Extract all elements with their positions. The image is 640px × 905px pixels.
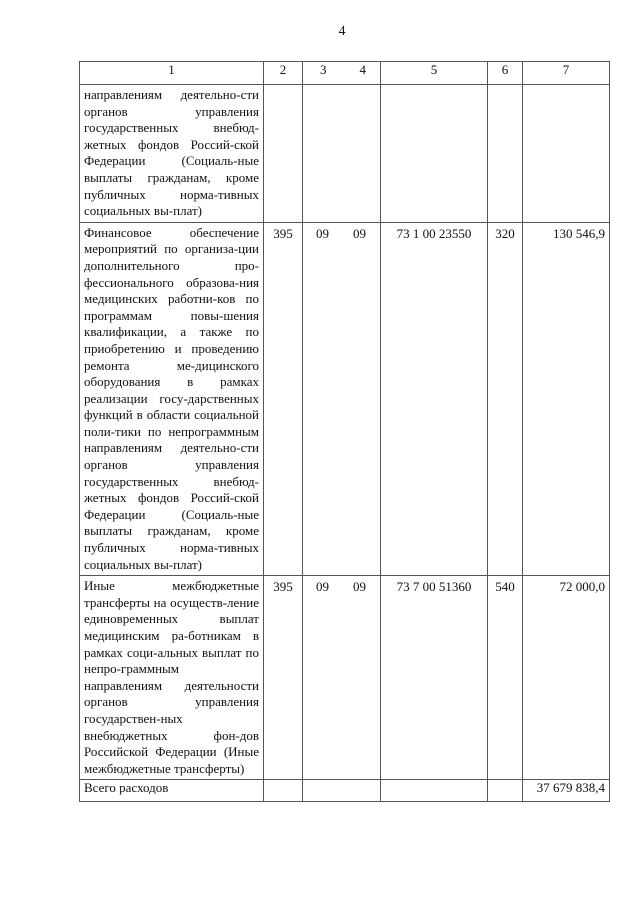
cell-col5: 73 1 00 23550: [381, 222, 488, 575]
cell-col5: 73 7 00 51360: [381, 576, 488, 780]
total-value: 37 679 838,4: [523, 780, 610, 802]
row-description: Иные межбюджетные трансферты на осуществ-ление единовременных выплат медицинским ра-ботникам в рамках соци-альных выплат по непро-граммным направлениям деятельности органов управления государствен-ных внебюджетных фон-дов Российской Федерации (Иные межбюджетные трансферты): [80, 576, 264, 780]
row-description: Финансовое обеспечение мероприятий по организа-ции дополнительного про-фессионального образова-ния медицинских работни-ков по программам повы-шения квалификации, а также по приобретению и проведению ремонта ме-дицинского оборудования в рамках реализации госу-дарственных функций в области социальной поли-тики по непрограммным направлениям деятельно-сти органов управления государственных внебюд-жетных фондов Россий-ской Федерации (Социаль-ные выплаты гражданам, кроме публичных норма-тивных социальных вы-плат): [80, 222, 264, 575]
empty-cell: [381, 780, 488, 802]
table-row: [80, 576, 610, 780]
cell-col5: [381, 85, 488, 223]
header-cell: 7: [523, 62, 610, 85]
header-cell-pair: [303, 62, 381, 85]
empty-cell: [488, 780, 523, 802]
header-cell: 6: [488, 62, 523, 85]
cell-col2: [264, 85, 303, 223]
total-label: Всего расходов: [80, 780, 264, 802]
cell-col3: 09: [316, 225, 329, 241]
cell-col34: [303, 85, 381, 223]
cell-col7: 72 000,0: [523, 576, 610, 780]
page-number: 4: [338, 24, 346, 39]
cell-col7: [523, 85, 610, 223]
table-row: [80, 222, 610, 575]
header-cell: 4: [359, 62, 366, 77]
cell-col7: 130 546,9: [523, 222, 610, 575]
empty-cell: [264, 780, 303, 802]
table-row: [80, 85, 610, 223]
cell-col3: 09: [316, 579, 329, 595]
empty-cell: [303, 780, 381, 802]
budget-table: [79, 61, 610, 802]
table-header-row: [80, 62, 610, 85]
header-cell: 5: [381, 62, 488, 85]
total-row: [80, 780, 610, 802]
cell-col4: 09: [353, 225, 366, 241]
cell-col34: [303, 576, 381, 780]
cell-col2: 395: [264, 222, 303, 575]
cell-col6: 320: [488, 222, 523, 575]
header-cell: 3: [320, 62, 327, 77]
cell-col6: 540: [488, 576, 523, 780]
cell-col4: 09: [353, 579, 366, 595]
row-description: направлениям деятельно-сти органов управления государственных внебюд-жетных фондов Россий-ской Федерации (Социаль-ные выплаты гражданам, кроме публичных норма-тивных социальных вы-плат): [80, 85, 264, 223]
cell-col34: [303, 222, 381, 575]
cell-col6: [488, 85, 523, 223]
cell-col2: 395: [264, 576, 303, 780]
header-cell: 2: [264, 62, 303, 85]
header-cell: 1: [80, 62, 264, 85]
